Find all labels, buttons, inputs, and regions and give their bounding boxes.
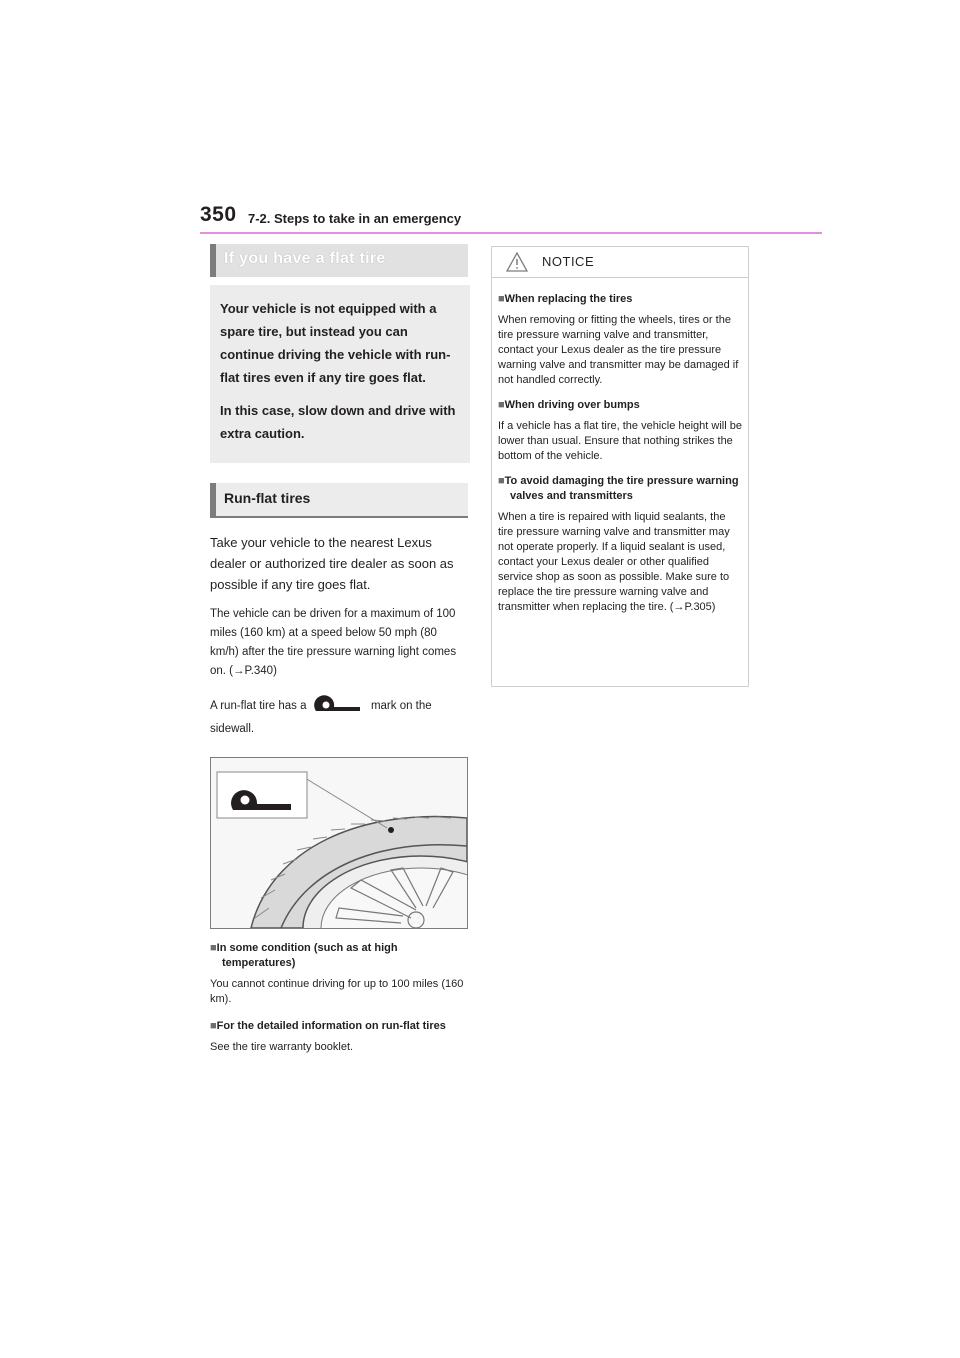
notice-header [492,247,748,278]
bullet-body-2: See the tire warranty booklet. [210,1041,354,1053]
runflat-mark-before: A run-flat tire has a [210,700,307,712]
intro-box [210,285,470,463]
runflat-mark-after: mark on the sidewall. [210,700,432,735]
notice-heading-2-text: When driving over bumps [504,399,640,411]
notice-body [492,278,748,615]
bullet-heading-1-text: In some condition (such as at high temperatures) [216,942,398,969]
bullet-square-icon: ■ [210,942,217,954]
detail-paragraph: The vehicle can be driven for a maximum of 100 miles (160 km) at a speed below 50 mph (80 km/h) after the tire pressure warning light comes on. (→P.340) [210,608,457,677]
subheading: Run-flat tires [224,490,311,506]
runflat-mark-icon [314,693,364,720]
left-column [210,244,468,1055]
page-title-bar [210,244,468,277]
header-rule [200,232,822,234]
bullet-square-icon: ■ [498,399,505,411]
notice-label: NOTICE [542,254,595,269]
intro-paragraph-2: In this case, slow down and drive with extra caution. [220,403,456,441]
notice-body-2: If a vehicle has a flat tire, the vehicle height will be lower than usual. Ensure that nothing strikes the bottom of the vehicle. [498,420,742,462]
subheading-bar [210,483,468,518]
bullet-heading-2-text: For the detailed information on run-flat tires [216,1020,446,1032]
notice-body-1: When removing or fitting the wheels, tires or the tire pressure warning valve and transmitter, contact your Lexus dealer as the tire pressure warning valve and transmitter may be damaged if not handled correctly. [498,314,739,386]
bullet-square-icon: ■ [498,475,505,487]
bullet-heading-1 [210,941,468,971]
notice-heading-3 [498,474,742,504]
lead-paragraph: Take your vehicle to the nearest Lexus dealer or authorized tire dealer as soon as possible if any tire goes flat. [210,535,454,592]
bullet-square-icon: ■ [210,1020,217,1032]
notice-box [491,246,749,687]
bullet-square-icon: ■ [498,293,505,305]
notice-heading-1 [498,292,742,307]
warning-triangle-icon [506,252,528,277]
runflat-mark-sentence [210,693,468,739]
bullet-body-1: You cannot continue driving for up to 100 miles (160 km). [210,978,464,1005]
tire-illustration [210,757,468,929]
page-title: If you have a flat tire [224,250,386,267]
section-title: 7-2. Steps to take in an emergency [248,211,462,226]
notice-body-3: When a tire is repaired with liquid sealants, the tire pressure warning valve and transmitter may not operate properly. If a liquid sealant is used, contact your Lexus dealer or other qualified service shop as soon as possible. Make sure to replace the tire pressure warning valve and transmitter when replacing the tire. (→P.305) [498,511,730,613]
page-number: 350 [200,203,237,226]
notice-heading-1-text: When replacing the tires [504,293,633,305]
notice-heading-2 [498,398,742,413]
notice-heading-3-text: To avoid damaging the tire pressure warning valves and transmitters [504,475,739,502]
bullet-heading-2 [210,1019,468,1034]
intro-paragraph-1: Your vehicle is not equipped with a spare tire, but instead you can continue driving the vehicle with run-flat tires even if any tire goes flat. [220,301,451,385]
